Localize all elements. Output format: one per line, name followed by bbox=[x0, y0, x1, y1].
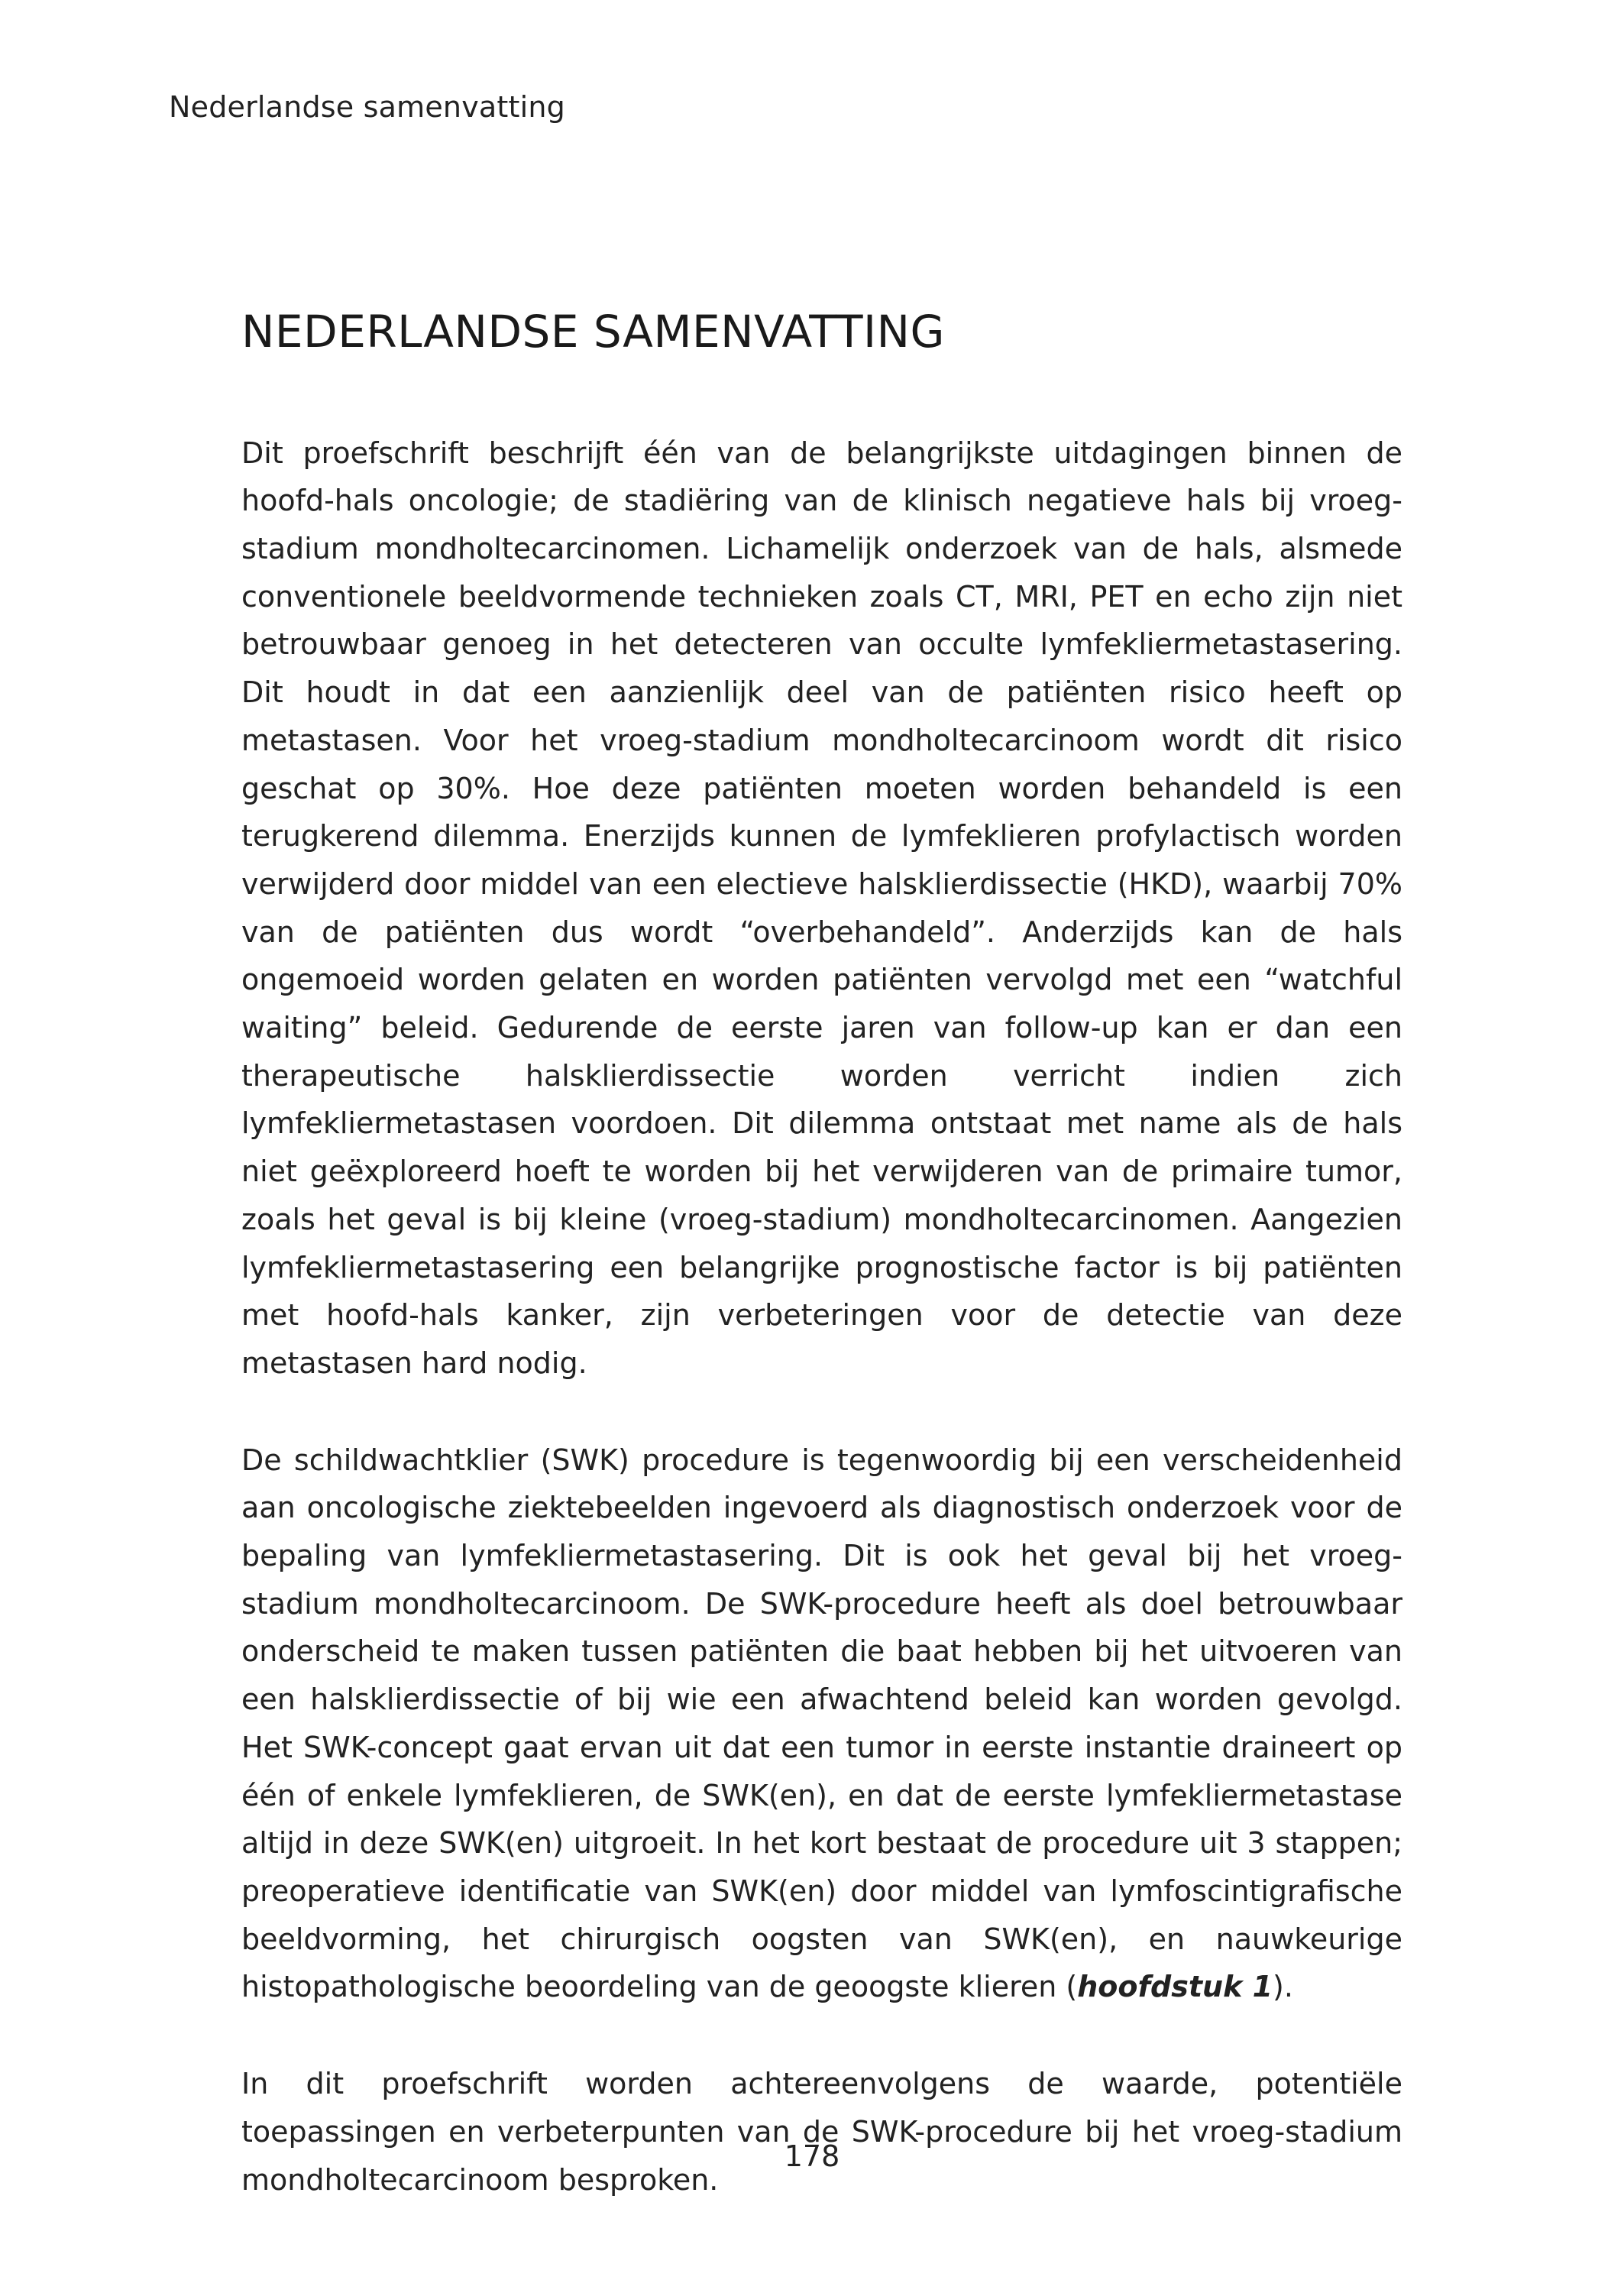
running-header: Nederlandse samenvatting bbox=[169, 90, 565, 124]
page-number: 178 bbox=[784, 2139, 840, 2173]
chapter-reference: hoofdstuk 1 bbox=[1077, 1970, 1273, 2004]
paragraph-swk-closing: ). bbox=[1273, 1970, 1293, 2004]
paragraph-outline: In dit proefschrift worden achtereenvolgens de waarde, potentiële toepassingen en verbeterpunten van de SWK-procedure bij het vroeg-stadium mondholtecarcinoom besproken. bbox=[241, 2067, 1402, 2197]
paragraph-swk-text: De schildwachtklier (SWK) procedure is tegenwoordig bij een verscheidenheid aan oncologische ziektebeelden ingevoerd als diagnostisch onderzoek voor de bepaling van lymfekliermetastasering. Dit is ook het geval bij het vroeg-stadium mondholtecarcinoom. De SWK-procedure heeft als doel betrouwbaar onderscheid te maken tussen patiënten die baat hebben bij het uitvoeren van een halsklierdissectie of bij wie een afwachtend beleid kan worden gevolgd. Het SWK-concept gaat ervan uit dat een tumor in eerste instantie draineert op één of enkele lymfeklieren, de SWK(en), en dat de eerste lymfekliermetastase altijd in deze SWK(en) uitgroeit. In het kort bestaat de procedure uit 3 stappen; preoperatieve identificatie van SWK(en) door middel van lymfoscintigrafische beeldvorming, het chirurgisch oogsten van SWK(en), en nauwkeurige histopathologische beoordeling van de geoogste klieren ( bbox=[241, 1443, 1402, 2004]
page-content bbox=[241, 306, 1402, 2204]
page-title: NEDERLANDSE SAMENVATTING bbox=[241, 306, 945, 358]
paragraph-swk-procedure bbox=[241, 1436, 1402, 2011]
paragraph-intro: Dit proefschrift beschrijft één van de belangrijkste uitdagingen binnen de hoofd-hals oncologie; de stadiëring van de klinisch negatieve hals bij vroeg-stadium mondholtecarcinomen. Lichamelijk onderzoek van de hals, alsmede conventionele beeldvormende technieken zoals CT, MRI, PET en echo zijn niet betrouwbaar genoeg in het detecteren van occulte lymfekliermetastasering. Dit houdt in dat een aanzienlijk deel van de patiënten risico heeft op metastasen. Voor het vroeg-stadium mondholtecarcinoom wordt dit risico geschat op 30%. Hoe deze patiënten moeten worden behandeld is een terugkerend dilemma. Enerzijds kunnen de lymfeklieren profylactisch worden verwijderd door middel van een electieve halsklierdissectie (HKD), waarbij 70% van de patiënten dus wordt “overbehandeld”. Anderzijds kan de hals ongemoeid worden gelaten en worden patiënten vervolgd met een “watchful waiting” beleid. Gedurende de eerste jaren van follow-up kan er dan een therapeutische halsklierdissectie worden verricht indien zich lymfekliermetastasen voordoen. Dit dilemma ontstaat met name als de hals niet geëxploreerd hoeft te worden bij het verwijderen van de primaire tumor, zoals het geval is bij kleine (vroeg-stadium) mondholtecarcinomen. Aangezien lymfekliermetastasering een belangrijke prognostische factor is bij patiënten met hoofd-hals kanker, zijn verbeteringen voor de detectie van deze metastasen hard nodig. bbox=[241, 436, 1402, 1380]
